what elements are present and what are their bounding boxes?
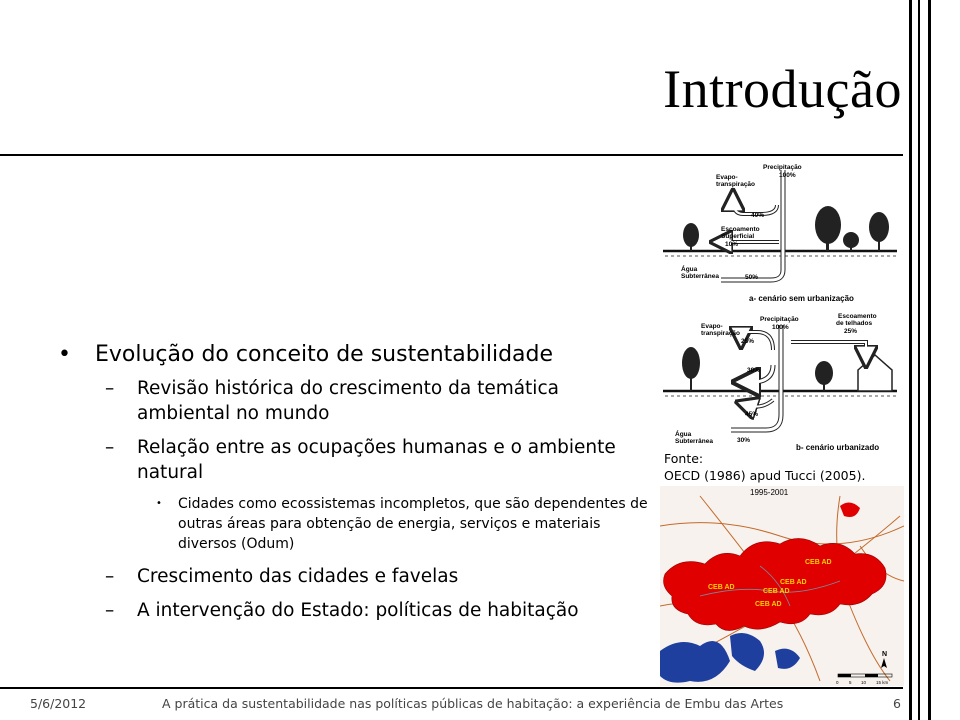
bullet-text: Cidades como ecossistemas incompletos, que são dependentes de outras áreas para obtenção de energia, serviços e materiais diversos (Odum) [178,496,648,552]
middle-pct: 30% [747,367,761,374]
precip-pct: 100% [772,324,789,331]
evapo-pct: 25% [741,338,755,345]
infiltration-pct: 45% [745,411,759,418]
hydrology-diagram [661,160,901,450]
bullet-text: Evolução do conceito de sustentabilidade [95,342,554,367]
bullet-marker: • [156,498,162,509]
scenario-a-panel [663,164,897,303]
ground-label: Água [681,266,698,273]
figure-source [664,450,865,484]
bullet-level2 [58,376,648,426]
svg-text:N: N [882,651,888,658]
svg-text:15 km: 15 km [876,680,889,685]
ground-label: Água [675,431,692,438]
footer-text: A prática da sustentabilidade nas políticas públicas de habitação: a experiência de Embu das Artes [162,696,784,711]
border-line-middle [918,0,920,720]
bullet-level2 [58,598,648,623]
svg-text:5: 5 [849,680,852,685]
title-divider [0,154,903,156]
svg-text:0: 0 [836,680,839,685]
bullet-list [58,340,648,632]
border-line-right [928,0,931,720]
roof-pct: 25% [844,328,858,335]
precip-pct: 100% [779,172,796,179]
bullet-level2 [58,564,648,589]
dash-marker: – [105,566,115,587]
ground-pct: 50% [745,274,759,281]
evapo-pct: 40% [751,212,765,219]
bullet-level1 [58,340,648,370]
scenario-b-panel [663,313,897,450]
precip-label: Precipitação [763,164,802,171]
map-label: CEB AD [780,579,807,586]
house-icon [858,355,892,391]
dash-marker: – [105,437,115,458]
map-graphic [660,486,904,686]
map-label: CEB AD [755,601,782,608]
ground-label: Subterrânea [681,273,719,280]
precip-label: Precipitação [760,316,799,323]
evapo-label: Evapo- [701,323,723,330]
source-citation: OECD (1986) apud Tucci (2005). [664,468,866,483]
scenario-a-caption: a- cenário sem urbanização [749,294,854,303]
map-label: CEB AD [763,588,790,595]
map-year: 1995-2001 [750,488,789,497]
runoff-label: Superficial [721,233,755,240]
scenario-b-caption: b- cenário urbanizado [796,443,880,450]
evapo-label: transpiração [716,181,756,188]
bullet-text: Relação entre as ocupações humanas e o ambiente natural [137,437,616,483]
border-line-left [909,0,912,720]
bullet-text: Crescimento das cidades e favelas [137,566,459,587]
tree-icon [683,206,889,251]
ground-pct: 30% [737,437,751,444]
svg-text:10: 10 [861,680,867,685]
dash-marker: – [105,378,115,399]
evapo-label: Evapo- [716,174,738,181]
runoff-label: Escoamento [721,226,760,233]
bullet-text: A intervenção do Estado: políticas de habitação [137,600,579,621]
source-label: Fonte: [664,451,704,466]
footer-divider [0,687,903,689]
urban-map [660,486,904,686]
roof-label: Escoamento [838,313,877,320]
page-number: 6 [893,696,901,711]
roof-label: de telhados [836,320,873,327]
dash-marker: – [105,600,115,621]
bullet-text: Revisão histórica do crescimento da temática ambiental no mundo [137,378,559,424]
footer-date: 5/6/2012 [30,696,87,711]
bullet-marker: • [58,342,71,367]
bullet-level3 [58,494,648,554]
runoff-pct: 10% [725,241,739,248]
map-label: CEB AD [708,584,735,591]
map-label: CEB AD [805,559,832,566]
bullet-level2 [58,435,648,485]
slide-title: Introdução [663,59,902,119]
ground-label: Subterrânea [675,438,713,445]
evapo-label: transpiração [701,330,741,337]
